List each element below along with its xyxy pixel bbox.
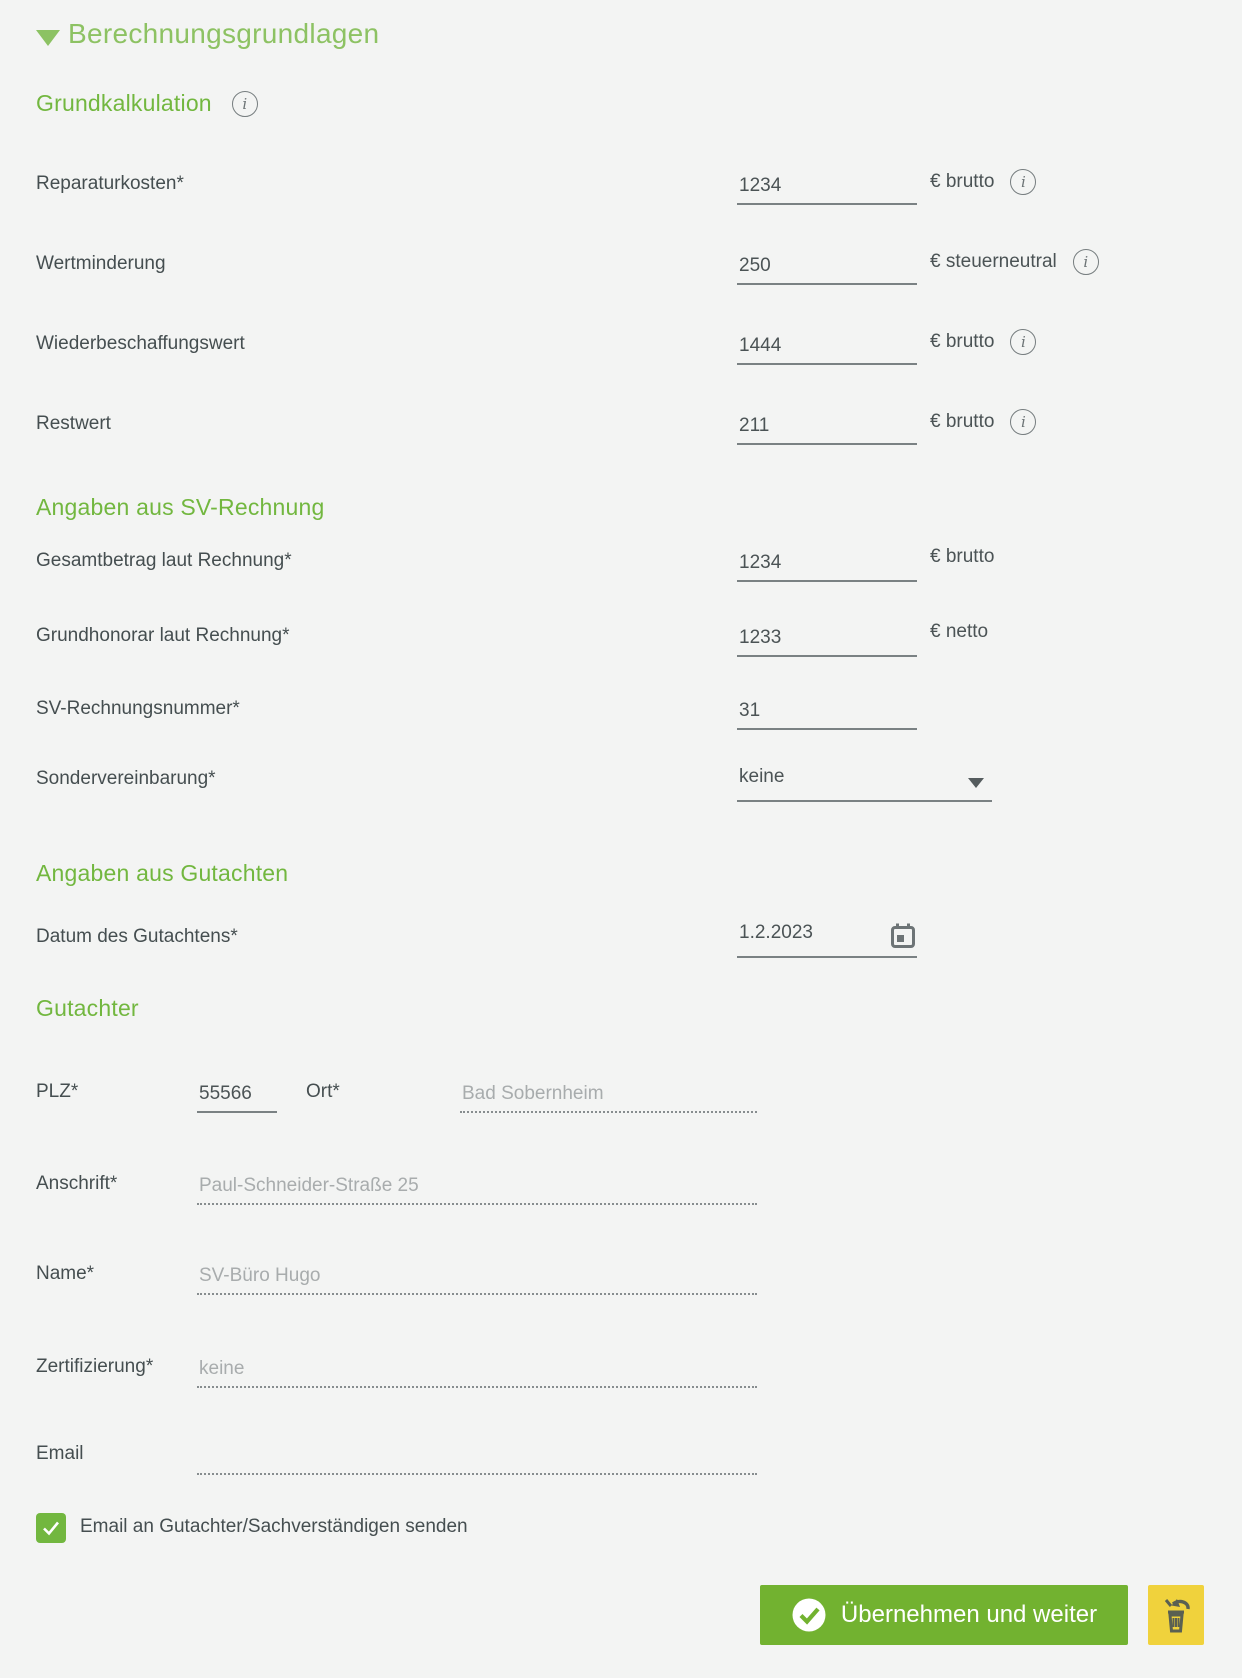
sv-rechnungsnummer-label: SV-Rechnungsnummer* [36,698,240,719]
wiederbeschaffungswert-label: Wiederbeschaffungswert [36,333,245,354]
section-gutachter [36,995,139,1022]
unit-label: € steuerneutral [930,251,1057,272]
info-icon[interactable]: i [1073,249,1099,275]
ort-label: Ort* [306,1081,340,1102]
unit-label: € brutto [930,411,995,432]
reparaturkosten-label: Reparaturkosten* [36,173,184,194]
section-sv-rechnung [36,494,324,521]
email-input[interactable] [197,1439,757,1475]
unit-label: € netto [930,621,989,642]
info-icon[interactable]: i [1010,169,1036,195]
calendar-icon[interactable] [889,922,917,955]
selected-option: keine [739,766,785,787]
ort-input[interactable] [460,1077,757,1113]
gesamtbetrag-label: Gesamtbetrag laut Rechnung* [36,550,292,571]
reparaturkosten-unit-group [930,169,1036,195]
section-heading: Gutachter [36,995,139,1021]
submit-button[interactable] [760,1585,1128,1645]
restore-trash-icon [1157,1595,1195,1635]
plz-label: PLZ* [36,1081,79,1102]
submit-button-label: Übernehmen und weiter [840,1601,1098,1628]
unit-label: € brutto [930,331,995,352]
sv-rechnungsnummer-input[interactable] [737,694,917,730]
wiederbeschaffungswert-unit-group [930,329,1036,355]
email-label: Email [36,1443,84,1464]
anschrift-label: Anschrift* [36,1173,118,1194]
sondervereinbarung-label: Sondervereinbarung* [36,768,216,789]
section-heading: Angaben aus SV-Rechnung [36,494,325,520]
discard-button[interactable] [1148,1585,1204,1645]
section-gutachten [36,860,288,887]
unit-label: € brutto [930,171,995,192]
chevron-down-icon [968,778,984,788]
datum-value: 1.2.2023 [739,922,813,943]
email-checkbox-label: Email an Gutachter/Sachverständigen senden [80,1516,468,1537]
info-icon[interactable]: i [1010,409,1036,435]
grundhonorar-unit-group [930,621,988,643]
page-title: Berechnungsgrundlagen [68,18,380,49]
wertminderung-label: Wertminderung [36,253,166,274]
zertifizierung-label: Zertifizierung* [36,1356,154,1377]
gesamtbetrag-input[interactable] [737,546,917,582]
unit-label: € brutto [930,546,995,567]
grundhonorar-input[interactable] [737,621,917,657]
collapse-triangle-icon[interactable] [36,30,60,46]
wertminderung-unit-group [930,249,1099,275]
datum-label: Datum des Gutachtens* [36,926,238,947]
anschrift-input[interactable] [197,1169,757,1205]
email-an-gutachter-checkbox[interactable] [36,1513,66,1543]
name-label: Name* [36,1263,95,1284]
section-heading: Grundkalkulation [36,90,212,116]
restwert-unit-group [930,409,1036,435]
zertifizierung-input[interactable] [197,1352,757,1388]
wiederbeschaffungswert-input[interactable] [737,329,917,365]
plz-input[interactable] [197,1077,277,1113]
section-grundkalkulation [36,90,258,117]
section-heading: Angaben aus Gutachten [36,860,289,886]
info-icon[interactable]: i [1010,329,1036,355]
restwert-label: Restwert [36,413,111,434]
sondervereinbarung-select[interactable] [737,764,992,802]
grundhonorar-label: Grundhonorar laut Rechnung* [36,625,290,646]
checkmark-icon [41,1518,61,1538]
info-icon[interactable]: i [232,91,258,117]
wertminderung-input[interactable] [737,249,917,285]
name-input[interactable] [197,1259,757,1295]
reparaturkosten-input[interactable] [737,169,917,205]
datum-field[interactable] [737,922,917,958]
check-circle-icon [791,1597,827,1633]
restwert-input[interactable] [737,409,917,445]
gesamtbetrag-unit-group [930,546,994,568]
